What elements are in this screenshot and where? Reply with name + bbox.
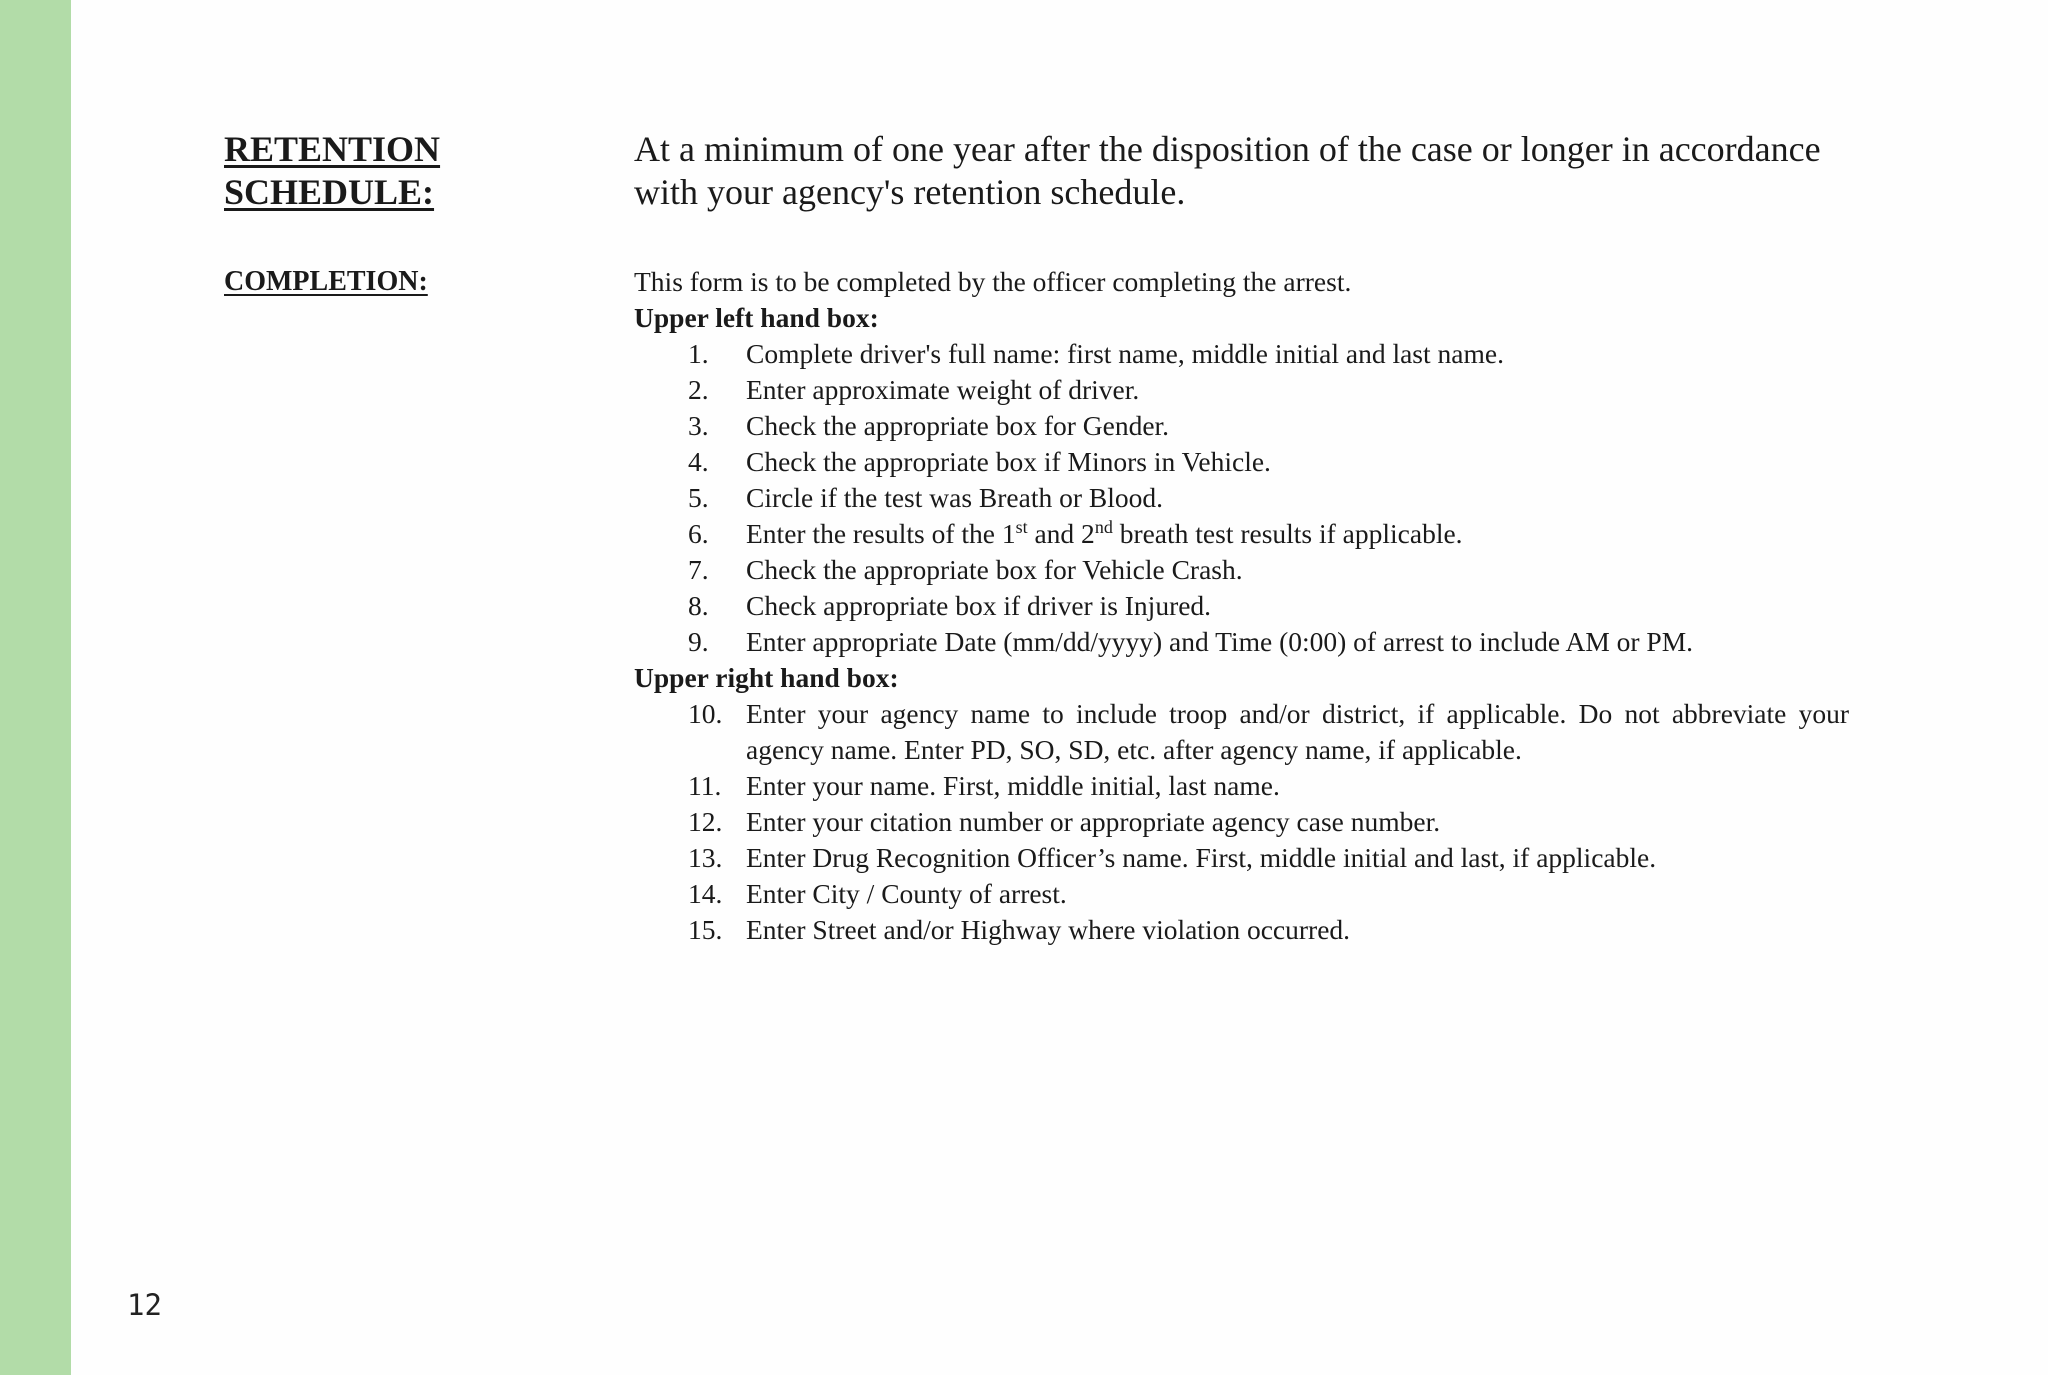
item-number: 11.	[688, 770, 722, 801]
list-item	[634, 480, 1849, 516]
item-text-part: and 2	[1027, 518, 1095, 549]
item-text: Enter your agency name to include troop and/or district, if applicable. Do not abbreviate your agency name. Enter PD, SO, SD, etc. after agency name, if applicable.	[746, 698, 1849, 765]
list-item	[634, 804, 1849, 840]
item-number: 7.	[688, 554, 709, 585]
item-text: Circle if the test was Breath or Blood.	[746, 482, 1163, 513]
item-number: 8.	[688, 590, 709, 621]
item-number: 9.	[688, 626, 709, 657]
item-number: 10.	[688, 698, 723, 729]
item-text: Check the appropriate box if Minors in Vehicle.	[746, 446, 1271, 477]
upper-left-list	[634, 336, 1849, 660]
list-item	[634, 516, 1849, 552]
list-item	[634, 372, 1849, 408]
item-number: 15.	[688, 914, 723, 945]
list-item	[634, 876, 1849, 912]
item-number: 3.	[688, 410, 709, 441]
page-number: 12	[127, 1288, 162, 1322]
list-item	[634, 408, 1849, 444]
list-item	[634, 696, 1849, 768]
item-number: 12.	[688, 806, 723, 837]
completion-intro: This form is to be completed by the officer completing the arrest.	[634, 266, 1352, 297]
retention-label-line2: SCHEDULE:	[224, 172, 435, 212]
list-item	[634, 840, 1849, 876]
item-number: 6.	[688, 518, 709, 549]
superscript: st	[1015, 516, 1028, 537]
item-text: Enter your name. First, middle initial, last name.	[746, 770, 1280, 801]
item-number: 2.	[688, 374, 709, 405]
completion-label: COMPLETION:	[224, 266, 428, 297]
item-number: 4.	[688, 446, 709, 477]
item-text: Enter Drug Recognition Officer’s name. First, middle initial and last, if applicable.	[746, 842, 1657, 873]
superscript: nd	[1094, 516, 1113, 537]
upper-right-list	[634, 696, 1849, 948]
upper-left-heading: Upper left hand box:	[634, 302, 879, 333]
item-number: 1.	[688, 338, 709, 369]
list-item	[634, 768, 1849, 804]
item-text: Enter Street and/or Highway where violation occurred.	[746, 914, 1351, 945]
item-text: Check appropriate box if driver is Injured.	[746, 590, 1212, 621]
list-item	[634, 444, 1849, 480]
upper-right-heading: Upper right hand box:	[634, 662, 899, 693]
list-item	[634, 336, 1849, 372]
item-text: Check the appropriate box for Vehicle Crash.	[746, 554, 1243, 585]
item-text-part: breath test results if applicable.	[1112, 518, 1463, 549]
item-text: Enter approximate weight of driver.	[746, 374, 1140, 405]
item-text: Enter City / County of arrest.	[746, 878, 1067, 909]
item-text: Check the appropriate box for Gender.	[746, 410, 1170, 441]
item-text: Enter your citation number or appropriate agency case number.	[746, 806, 1441, 837]
item-number: 13.	[688, 842, 723, 873]
retention-schedule-text: At a minimum of one year after the disposition of the case or longer in accordance with your agency's retention schedule.	[634, 129, 1821, 212]
list-item	[634, 624, 1849, 660]
item-text: Enter appropriate Date (mm/dd/yyyy) and Time (0:00) of arrest to include AM or PM.	[746, 626, 1694, 657]
green-sidebar-band	[0, 0, 71, 1375]
item-number: 5.	[688, 482, 709, 513]
completion-instructions	[634, 264, 1849, 948]
item-text: Complete driver's full name: first name, middle initial and last name.	[746, 338, 1504, 369]
item-number: 14.	[688, 878, 723, 909]
item-text-part: Enter the results of the 1	[746, 518, 1016, 549]
list-item	[634, 552, 1849, 588]
list-item	[634, 588, 1849, 624]
list-item	[634, 912, 1849, 948]
retention-schedule-label	[224, 128, 440, 214]
retention-label-line1: RETENTION	[224, 129, 441, 169]
